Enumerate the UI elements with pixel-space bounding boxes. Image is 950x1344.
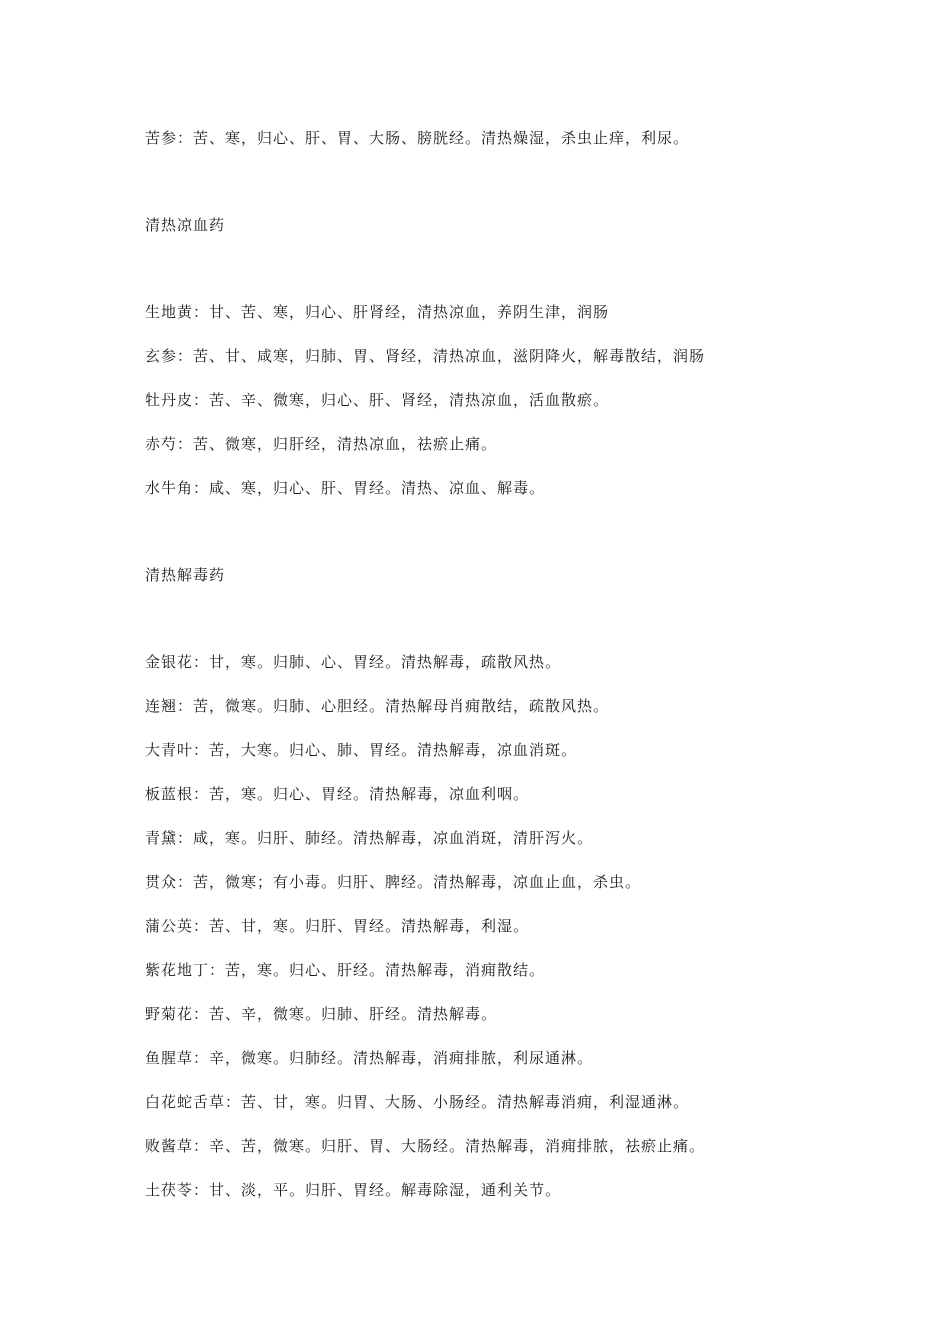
intro-entry: 苦参：苦、寒，归心、肝、胃、大肠、膀胱经。清热燥湿，杀虫止痒，利尿。 bbox=[145, 129, 690, 147]
section-heading: 清热解毒药 bbox=[145, 566, 226, 584]
herb-entry: 白花蛇舌草：苦、甘，寒。归胃、大肠、小肠经。清热解毒消痈，利湿通淋。 bbox=[145, 1093, 690, 1111]
herb-entry: 玄参：苦、甘、咸寒，归肺、胃、肾经，清热凉血，滋阴降火，解毒散结，润肠 bbox=[145, 347, 706, 365]
herb-entry: 紫花地丁：苦，寒。归心、肝经。清热解毒，消痈散结。 bbox=[145, 961, 546, 979]
section-heading: 清热凉血药 bbox=[145, 216, 226, 234]
herb-entry: 鱼腥草：辛，微寒。归肺经。清热解毒，消痈排脓，利尿通淋。 bbox=[145, 1049, 594, 1067]
herb-entry: 水牛角：咸、寒，归心、肝、胃经。清热、凉血、解毒。 bbox=[145, 479, 546, 497]
herb-entry: 蒲公英：苦、甘，寒。归肝、胃经。清热解毒，利湿。 bbox=[145, 917, 530, 935]
herb-entry: 赤芍：苦、微寒，归肝经，清热凉血，祛瘀止痛。 bbox=[145, 435, 498, 453]
herb-entry: 土茯苓：甘、淡，平。归肝、胃经。解毒除湿，通利关节。 bbox=[145, 1181, 562, 1199]
herb-entry: 大青叶：苦，大寒。归心、肺、胃经。清热解毒，凉血消斑。 bbox=[145, 741, 578, 759]
herb-entry: 贯众：苦，微寒；有小毒。归肝、脾经。清热解毒，凉血止血，杀虫。 bbox=[145, 873, 642, 891]
herb-entry: 金银花：甘，寒。归肺、心、胃经。清热解毒，疏散风热。 bbox=[145, 653, 562, 671]
herb-entry: 板蓝根：苦，寒。归心、胃经。清热解毒，凉血利咽。 bbox=[145, 785, 530, 803]
herb-entry: 野菊花：苦、辛，微寒。归肺、肝经。清热解毒。 bbox=[145, 1005, 498, 1023]
herb-entry: 生地黄：甘、苦、寒，归心、肝肾经，清热凉血，养阴生津，润肠 bbox=[145, 303, 610, 321]
herb-entry: 牡丹皮：苦、辛、微寒，归心、肝、肾经，清热凉血，活血散瘀。 bbox=[145, 391, 610, 409]
herb-entry: 败酱草：辛、苦，微寒。归肝、胃、大肠经。清热解毒，消痈排脓，祛瘀止痛。 bbox=[145, 1137, 706, 1155]
herb-entry: 青黛：咸，寒。归肝、肺经。清热解毒，凉血消斑，清肝泻火。 bbox=[145, 829, 594, 847]
herb-entry: 连翘：苦，微寒。归肺、心胆经。清热解母肖痈散结，疏散风热。 bbox=[145, 697, 610, 715]
